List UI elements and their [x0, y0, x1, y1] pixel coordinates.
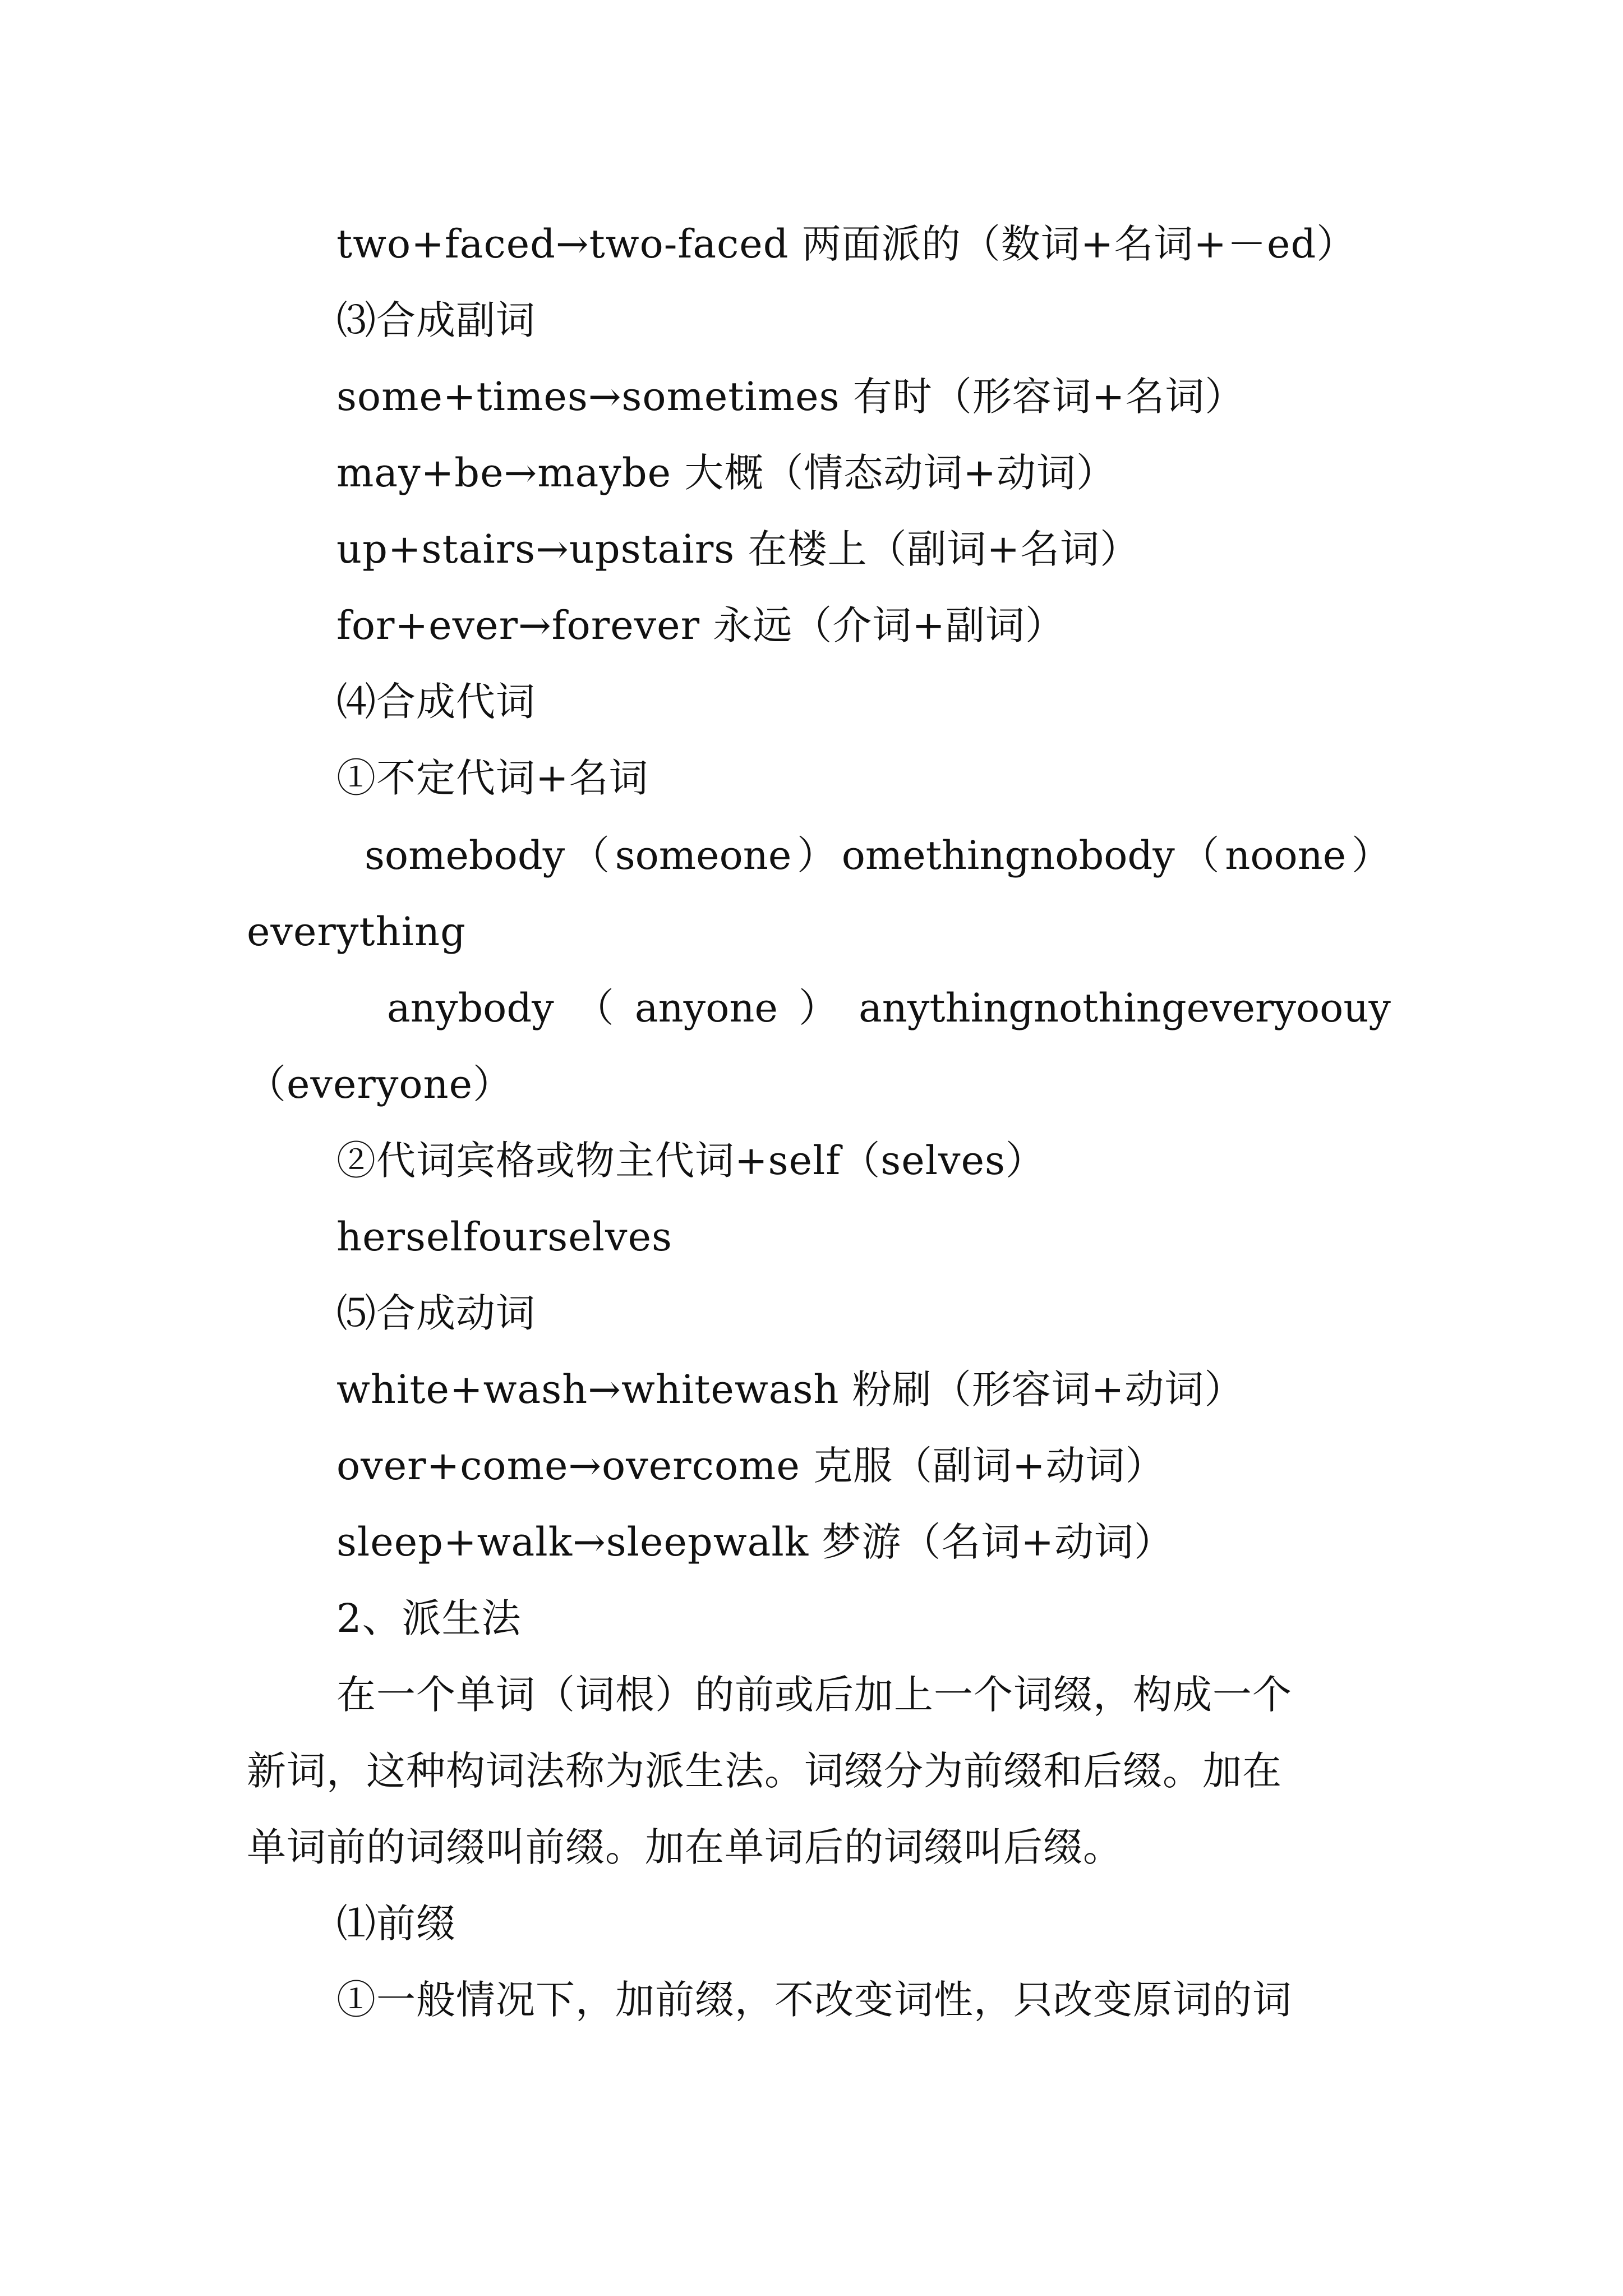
text-line-compound-adjective-example: two+faced→two-faced 两面派的（数词+名词+－ed） [336, 221, 1357, 267]
heading-prefix: ⑴前缀 [336, 1901, 456, 1947]
text-line-forever: for+ever→forever 永远（介词+副词） [336, 602, 1065, 648]
text-line-sleepwalk: sleep+walk→sleepwalk 梦游（名词+动词） [336, 1519, 1174, 1565]
text-line-anybody-row [387, 985, 1391, 1031]
heading-compound-adverb: ⑶合成副词 [336, 297, 536, 343]
text-line-everyone: （everyone） [247, 1061, 513, 1107]
word: omethingnobody [841, 832, 1175, 878]
word: （ [570, 832, 610, 878]
text-line-somebody-row [365, 832, 1391, 878]
text-line-upstairs: up+stairs→upstairs 在楼上（副词+名词） [336, 526, 1140, 572]
heading-compound-pronoun: ⑷合成代词 [336, 679, 536, 725]
word: ） [797, 832, 837, 878]
heading-compound-verb: ⑸合成动词 [336, 1290, 536, 1336]
word: someone [615, 832, 792, 878]
word: somebody [365, 832, 565, 878]
word: ） [1351, 832, 1391, 878]
text-line-whitewash: white+wash→whitewash 粉刷（形容词+动词） [336, 1366, 1244, 1412]
text-line-herselfourselves: herselfourselves [336, 1214, 672, 1260]
word: ） [798, 985, 838, 1031]
word: anybody [387, 985, 554, 1031]
word: anyone [634, 985, 778, 1031]
word: anythingnothingeveryoouy [859, 985, 1391, 1031]
text-line-overcome: over+come→overcome 克服（副词+动词） [336, 1443, 1165, 1489]
paragraph-derivation-line-1: 在一个单词（词根）的前或后加上一个词缀，构成一个 [336, 1672, 1292, 1718]
text-line-indefinite-pronoun: ①不定代词+名词 [336, 755, 649, 801]
word: （ [574, 985, 614, 1031]
paragraph-derivation-line-2: 新词，这种构词法称为派生法。词缀分为前缀和后缀。加在 [247, 1748, 1282, 1794]
text-line-sometimes: some+times→sometimes 有时（形容词+名词） [336, 374, 1245, 420]
word: （ [1180, 832, 1220, 878]
text-line-prefix-rule: ①一般情况下，加前缀，不改变词性，只改变原词的词 [336, 1977, 1292, 2023]
text-line-reflexive-pronoun: ②代词宾格或物主代词+self（selves） [336, 1138, 1045, 1184]
text-line-maybe: may+be→maybe 大概（情态动词+动词） [336, 450, 1116, 496]
text-line-everything: everything [247, 909, 466, 955]
heading-derivation: 2、派生法 [336, 1595, 522, 1641]
paragraph-derivation-line-3: 单词前的词缀叫前缀。加在单词后的词缀叫后缀。 [247, 1824, 1123, 1870]
word: noone [1225, 832, 1347, 878]
